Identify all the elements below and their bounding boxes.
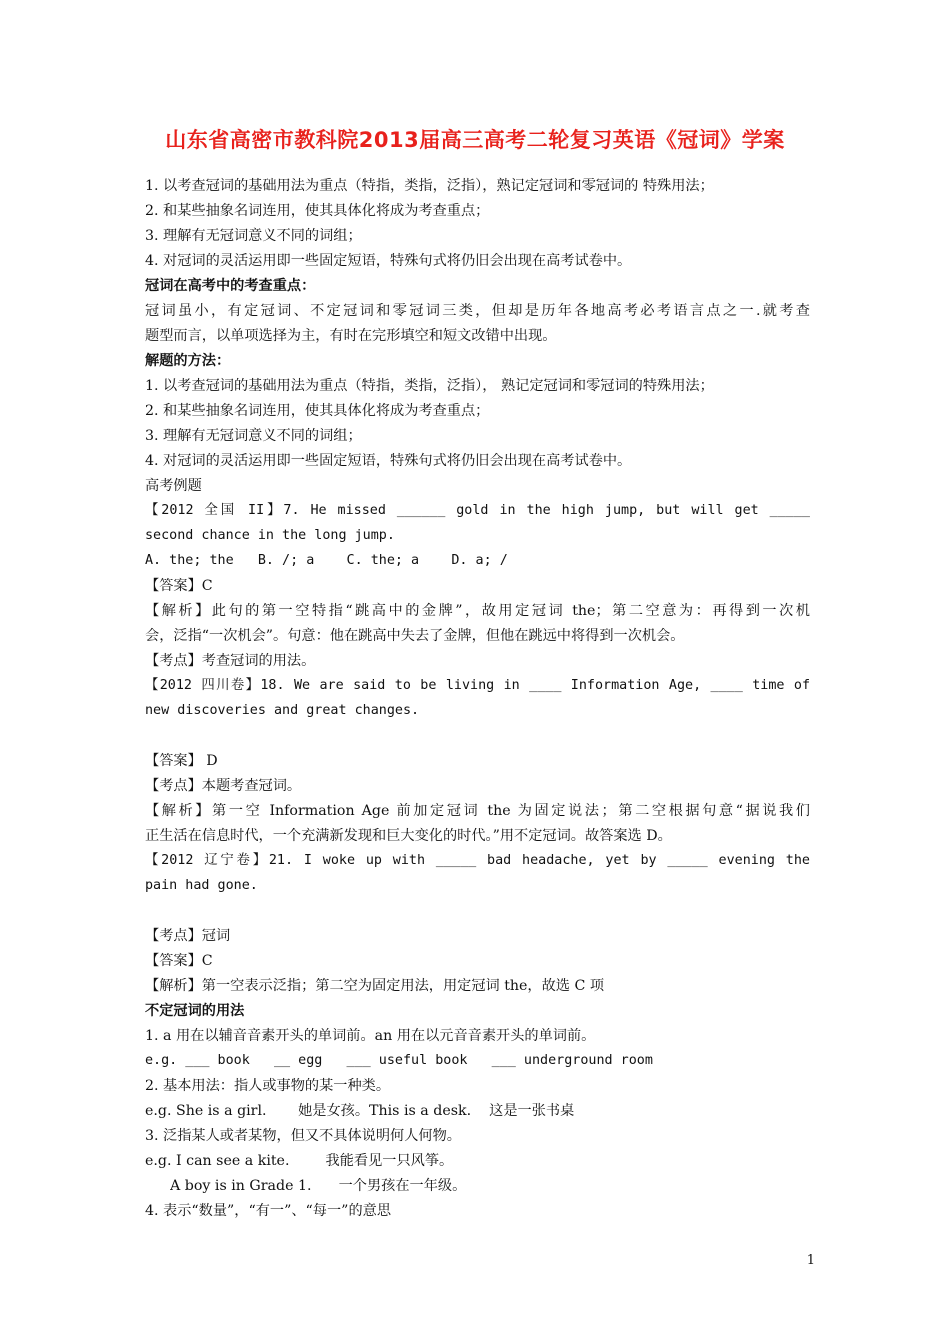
q2-answer: 【答案】 D — [145, 753, 218, 769]
q1-line-1: 【2012 全国 II】7. He missed ______ gold in the high jump, but will get _____ — [145, 503, 810, 518]
indef-line-4: e.g. She is a girl. 她是女孩。This is a desk. 这是一张书桌 — [145, 1103, 575, 1119]
method-heading: 解题的方法： — [145, 353, 231, 369]
q2-analysis-1: 【解析】第一空 Information Age 前加定冠词 the 为固定说法；第二空根据句意“据说我们 — [145, 803, 810, 819]
q3-line-1: 【2012 辽宁卷】21. I woke up with _____ bad headache, yet by _____ evening the — [145, 853, 810, 868]
q1-point: 【考点】考查冠词的用法。 — [145, 653, 316, 669]
indef-line-5: 3. 泛指某人或者某物，但又不具体说明何人何物。 — [145, 1128, 461, 1144]
focus-text-1: 冠词虽小，有定冠词、不定冠词和零冠词三类，但却是历年各地高考必考语言点之一.就考查 — [145, 303, 810, 319]
q2-line-2: new discoveries and great changes. — [145, 703, 420, 718]
q3-line-2: pain had gone. — [145, 878, 258, 893]
indef-heading: 不定冠词的用法 — [145, 1003, 245, 1019]
intro-line-1: 1. 以考查冠词的基础用法为重点（特指，类指，泛指），熟记定冠词和零冠词的 特殊用法； — [145, 178, 714, 194]
q3-point: 【考点】冠词 — [145, 928, 231, 944]
method-line-1: 1. 以考查冠词的基础用法为重点（特指，类指，泛指）， 熟记定冠词和零冠词的特殊用法； — [145, 378, 714, 394]
q2-line-1: 【2012 四川卷】18. We are said to be living in ____ Information Age, ____ time of — [145, 678, 810, 693]
q1-analysis-2: 会，泛指“一次机会”。句意：他在跳高中失去了金牌，但他在跳远中将得到一次机会。 — [145, 628, 685, 644]
indef-line-1: 1. a 用在以辅音音素开头的单词前。an 用在以元音音素开头的单词前。 — [145, 1028, 596, 1044]
q1-analysis-1: 【解析】此句的第一空特指“跳高中的金牌”，故用定冠词 the；第二空意为：再得到一次机 — [145, 603, 810, 619]
intro-line-4: 4. 对冠词的灵活运用即一些固定短语，特殊句式将仍旧会出现在高考试卷中。 — [145, 253, 632, 269]
q2-point: 【考点】本题考查冠词。 — [145, 778, 302, 794]
method-line-2: 2. 和某些抽象名词连用，使其具体化将成为考查重点； — [145, 403, 490, 419]
indef-line-8: 4. 表示“数量”，“有一”、“每一”的意思 — [145, 1203, 392, 1219]
q1-options: A. the; the B. /; a C. the; a D. a; / — [145, 553, 508, 568]
intro-line-3: 3. 理解有无冠词意义不同的词组； — [145, 228, 362, 244]
q3-answer: 【答案】C — [145, 953, 213, 969]
indef-line-2: e.g. ___ book __ egg ___ useful book ___ underground room — [145, 1053, 653, 1068]
q1-line-2: second chance in the long jump. — [145, 528, 395, 543]
method-line-3: 3. 理解有无冠词意义不同的词组； — [145, 428, 362, 444]
indef-line-3: 2. 基本用法：指人或事物的某一种类。 — [145, 1078, 391, 1094]
intro-line-2: 2. 和某些抽象名词连用，使其具体化将成为考查重点； — [145, 203, 490, 219]
indef-line-6: e.g. I can see a kite. 我能看见一只风筝。 — [145, 1153, 454, 1169]
q1-answer: 【答案】C — [145, 578, 213, 594]
q2-analysis-2: 正生活在信息时代，一个充满新发现和巨大变化的时代。”用不定冠词。故答案选 D。 — [145, 828, 672, 844]
page-number: 1 — [806, 1253, 815, 1268]
focus-text-2: 题型而言，以单项选择为主，有时在完形填空和短文改错中出现。 — [145, 328, 557, 344]
method-line-4: 4. 对冠词的灵活运用即一些固定短语，特殊句式将仍旧会出现在高考试卷中。 — [145, 453, 632, 469]
focus-heading: 冠词在高考中的考查重点： — [145, 278, 316, 294]
indef-line-7: A boy is in Grade 1. 一个男孩在一年级。 — [170, 1178, 467, 1194]
examples-heading: 高考例题 — [145, 478, 202, 494]
document-title: 山东省高密市教科院2013届高三高考二轮复习英语《冠词》学案 — [165, 128, 785, 152]
q3-analysis: 【解析】第一空表示泛指；第二空为固定用法，用定冠词 the，故选 C 项 — [145, 978, 605, 994]
